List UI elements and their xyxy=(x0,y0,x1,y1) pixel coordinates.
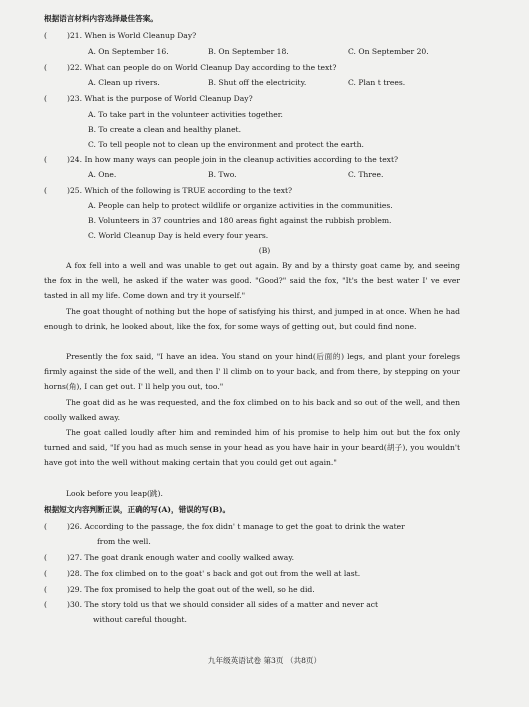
passage-paragraph: Look before you leap(跳). xyxy=(66,489,163,498)
option-c: C. To tell people not to clean up the environment and protect the earth. xyxy=(88,140,364,149)
option-c: C. On September 20. xyxy=(348,47,429,56)
question-continuation: without careful thought. xyxy=(93,615,187,624)
answer-blank: ( xyxy=(44,31,47,40)
question-text: )26. According to the passage, the fox didn' t manage to get the goat to drink the water xyxy=(67,522,405,531)
option-b: B. Two. xyxy=(208,170,237,179)
question-text: )27. The goat drank enough water and coolly walked away. xyxy=(67,553,295,562)
answer-blank: ( xyxy=(44,585,47,594)
section2-heading: 根据短文内容判断正误，正确的写(A)，错误的写(B)。 xyxy=(44,505,231,514)
question-text: )23. What is the purpose of World Cleanup Day? xyxy=(67,94,253,103)
option-b: B. On September 18. xyxy=(208,47,289,56)
answer-blank: ( xyxy=(44,600,47,609)
passage-paragraph: The goat called loudly after him and reminded him of his promise to help him out but the fox only turned and said, "If you had as much sense in your head as you have hair in your beard(胡子), you wouldn't have got into the well without making certain that you could get out again." xyxy=(44,428,460,468)
answer-blank: ( xyxy=(44,522,47,531)
passage-paragraph: The goat did as he was requested, and the fox climbed on to his back and so out of the well, and then coolly walked away. xyxy=(44,398,460,423)
answer-blank: ( xyxy=(44,155,47,164)
question-text: )21. When is World Cleanup Day? xyxy=(67,31,197,40)
answer-blank: ( xyxy=(44,569,47,578)
question-text: )30. The story told us that we should consider all sides of a matter and never act xyxy=(67,600,379,609)
option-b: B. Shut off the electricity. xyxy=(208,78,307,87)
answer-blank: ( xyxy=(44,63,47,72)
option-a: A. People can help to protect wildlife or organize activities in the communities. xyxy=(88,201,393,210)
option-b: B. Volunteers in 37 countries and 180 areas fight against the rubbish problem. xyxy=(88,216,392,225)
option-c: C. World Cleanup Day is held every four years. xyxy=(88,231,269,240)
answer-blank: ( xyxy=(44,94,47,103)
answer-blank: ( xyxy=(44,186,47,195)
option-a: A. Clean up rivers. xyxy=(88,78,160,87)
question-text: )25. Which of the following is TRUE according to the text? xyxy=(67,186,293,195)
option-a: A. One. xyxy=(88,170,117,179)
passage-paragraph: A fox fell into a well and was unable to get out again. By and by a thirsty goat came by, and seeing the fox in the well, he asked if the water was good. "Good?" said the fox, "It's the best water I' ve ever tasted in all my life. Come down and try it yourself." xyxy=(44,261,460,301)
passage-paragraph: Presently the fox said, "I have an idea. You stand on your hind(后面的) legs, and plant your forelegs firmly against the side of the well, and then I' ll climb on to your back, and from there, by stepping on your horns(角), I can get out. I' ll help you out, too." xyxy=(44,352,460,392)
page-footer: 九年级英语试卷 第3页 （共8页） xyxy=(207,656,322,665)
option-b: B. To create a clean and healthy planet. xyxy=(88,125,242,134)
section-b-title: (B) xyxy=(258,246,271,255)
answer-blank: ( xyxy=(44,553,47,562)
passage-paragraph: The goat thought of nothing but the hope of satisfying his thirst, and jumped in at once. When he had enough to drink, he looked about, like the fox, for some ways of getting out, but could find none. xyxy=(44,307,460,332)
option-c: C. Plan t trees. xyxy=(348,78,406,87)
question-text: )22. What can people do on World Cleanup Day according to the text? xyxy=(67,63,337,72)
question-continuation: from the well. xyxy=(97,537,151,546)
option-c: C. Three. xyxy=(348,170,384,179)
question-text: )24. In how many ways can people join in the cleanup activities according to the text? xyxy=(67,155,399,164)
question-text: )29. The fox promised to help the goat out of the well, so he did. xyxy=(67,585,315,594)
option-a: A. To take part in the volunteer activities together. xyxy=(88,110,283,119)
section1-heading: 根据语言材料内容选择最佳答案。 xyxy=(44,14,158,23)
option-a: A. On September 16. xyxy=(88,47,169,56)
question-text: )28. The fox climbed on to the goat' s back and got out from the well at last. xyxy=(67,569,361,578)
